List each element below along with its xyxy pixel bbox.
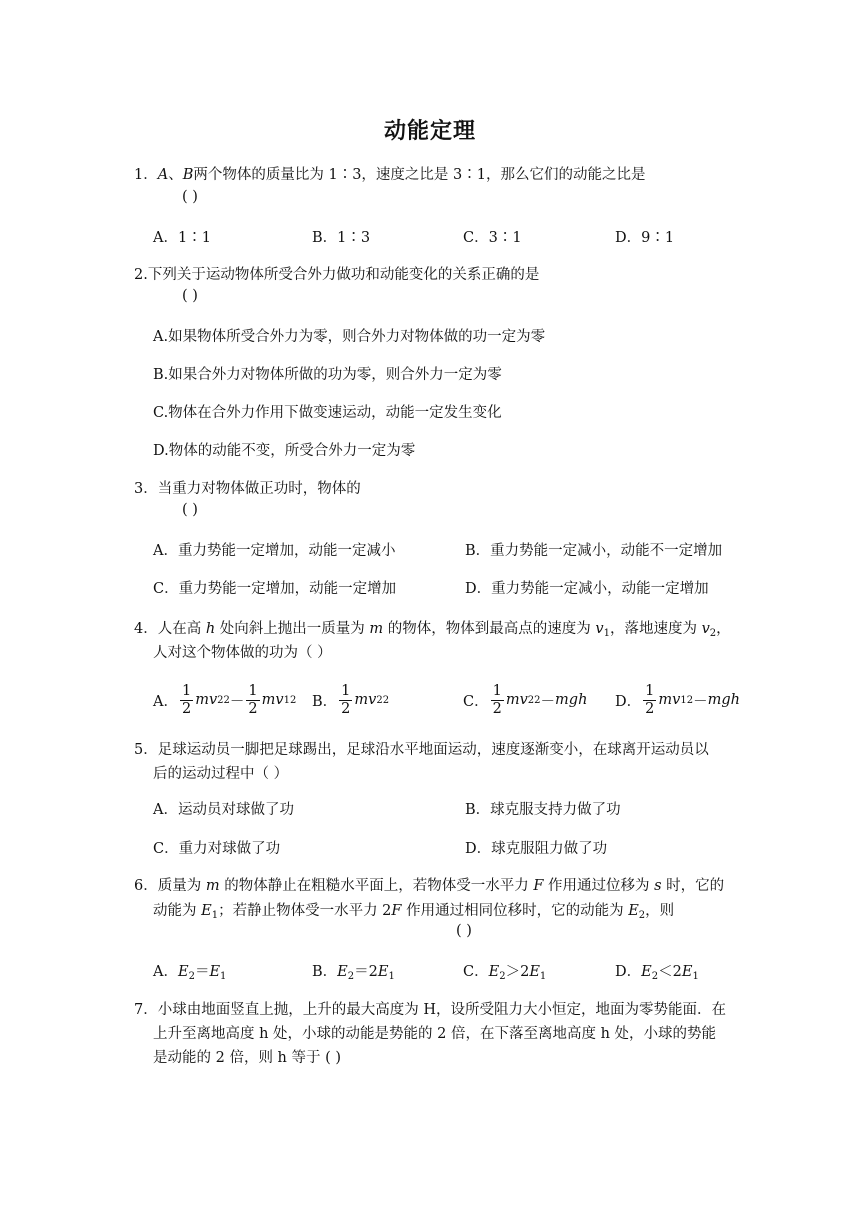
question-1-stem: 1．A、B两个物体的质量比为 1∶3，速度之比是 3∶1，那么它们的动能之比是 [134, 167, 646, 183]
q1-option-c: C．3∶1 [463, 230, 522, 246]
question-5-stem-line-2: 后的运动过程中（ ） [153, 766, 289, 782]
q2-option-b: B.如果合外力对物体所做的功为零，则合外力一定为零 [153, 367, 502, 383]
answer-blank-3: ( ) [182, 502, 198, 518]
q5-option-a: A．运动员对球做了功 [153, 802, 294, 818]
q3-option-d: D．重力势能一定减小，动能一定增加 [465, 581, 709, 597]
question-7-stem-line-1: 7．小球由地面竖直上抛，上升的最大高度为 H，设所受阻力大小恒定，地面为零势能面．在 [134, 1002, 726, 1018]
fraction: $\frac{1}{2}$ [181, 682, 192, 717]
q2-option-c: C.物体在合外力作用下做变速运动，动能一定发生变化 [153, 405, 502, 421]
question-6-stem-line-1: 6．质量为 m 的物体静止在粗糙水平面上，若物体受一水平力 F 作用通过位移为 s 时，它的 [134, 878, 725, 894]
fraction: $\frac{1}{2}$ [645, 682, 655, 717]
q1-option-d: D．9∶1 [615, 230, 675, 246]
question-4-stem-line-1: 4．人在高 h 处向斜上抛出一质量为 m 的物体，物体到最高点的速度为 $v_1$，落地速度为 $v_2$， [134, 621, 731, 639]
q5-option-d: D．球克服阻力做了功 [465, 841, 608, 857]
answer-blank-2: ( ) [182, 288, 198, 304]
q6-option-d: D．$E_2<2E_1$ [615, 964, 699, 982]
question-4-stem-line-2: 人对这个物体做的功为（ ） [153, 645, 332, 661]
fraction: $\frac{1}{2}$ [341, 682, 351, 717]
fraction: $\frac{1}{2}$ [492, 682, 502, 717]
page-title: 动能定理 [383, 118, 476, 144]
q4-option-d: D． $\frac{1}{2}$ m v 1 2 － mgh [615, 682, 740, 717]
q2-option-a: A.如果物体所受合外力为零，则合外力对物体做的功一定为零 [153, 329, 546, 345]
q2-option-d: D.物体的动能不变，所受合外力一定为零 [153, 443, 416, 459]
q3-option-c: C．重力势能一定增加，动能一定增加 [153, 581, 397, 597]
question-5-stem-line-1: 5．足球运动员一脚把足球踢出，足球沿水平地面运动，速度逐渐变小，在球离开运动员以 [134, 742, 709, 758]
q6-option-a: A．$E_2=E_1$ [153, 964, 227, 982]
q5-option-c: C．重力对球做了功 [153, 841, 281, 857]
q4-option-b: B． $\frac{1}{2}$ m v 2 2 [312, 682, 390, 717]
answer-blank-6: ( ) [456, 923, 472, 939]
answer-blank-1: ( ) [182, 189, 198, 205]
question-2-stem: 2.下列关于运动物体所受合外力做功和动能变化的关系正确的是 [134, 267, 540, 283]
question-3-stem: 3．当重力对物体做正功时，物体的 [134, 481, 361, 497]
question-7-stem-line-2: 上升至离地高度 h 处，小球的动能是势能的 2 倍，在下落至离地高度 h 处，小球的势能 [153, 1026, 717, 1042]
q3-option-a: A．重力势能一定增加，动能一定减小 [153, 543, 396, 559]
q1-option-a: A．1∶1 [153, 230, 211, 246]
question-6-stem-line-2: 动能为 $E_1$；若静止物体受一水平力 2F 作用通过相同位移时，它的动能为 $E_2$，则 [153, 903, 675, 921]
q6-option-c: C．$E_2>2E_1$ [463, 964, 547, 982]
q4-option-c: C． $\frac{1}{2}$ m v 2 2 － mgh [463, 682, 588, 717]
q6-option-b: B．$E_2=2E_1$ [312, 964, 395, 982]
q4-option-a: A． $\frac{1}{2}$ m v 2 2 － $\frac{1}{2}$ m v 1 2 [153, 682, 297, 717]
q1-option-b: B．1∶3 [312, 230, 371, 246]
question-7-stem-line-3: 是动能的 2 倍，则 h 等于 ( ) [153, 1050, 342, 1066]
q5-option-b: B．球克服支持力做了功 [465, 802, 621, 818]
fraction: $\frac{1}{2}$ [248, 682, 258, 717]
q3-option-b: B．重力势能一定减小，动能不一定增加 [465, 543, 723, 559]
